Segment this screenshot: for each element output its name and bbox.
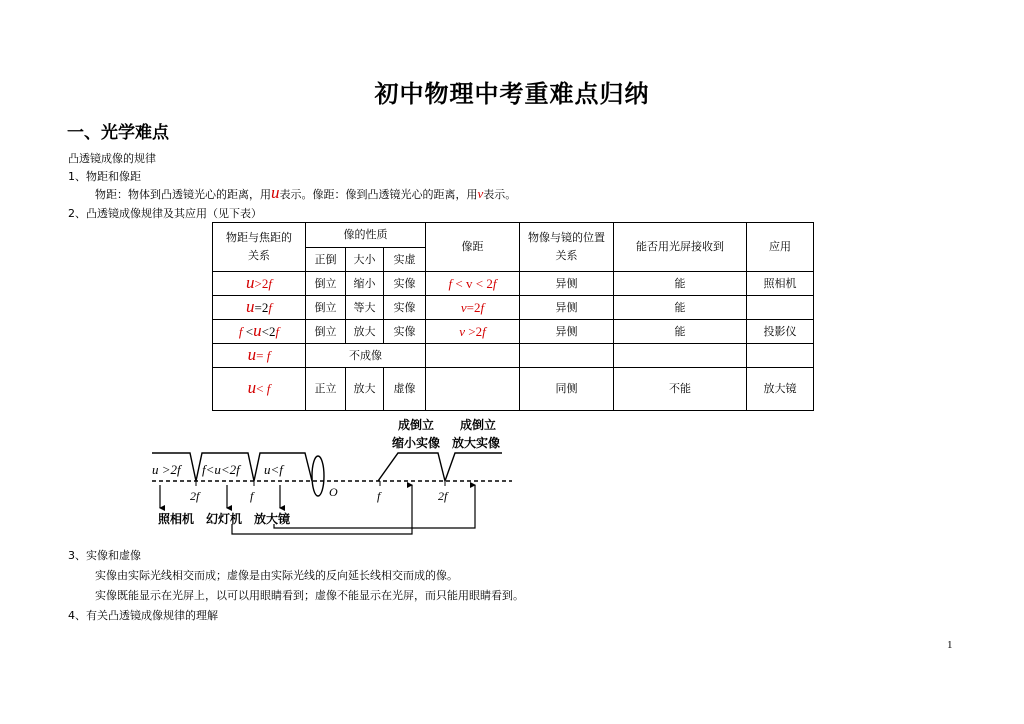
application-cell: 投影仪	[747, 320, 814, 344]
app-label-magnifier: 放大镜	[254, 512, 291, 526]
application-cell: 照相机	[747, 272, 814, 296]
tick-2f-right: 2f	[438, 489, 448, 503]
tick-f-right: f	[377, 489, 381, 503]
image-distance-cell: v >2f	[426, 320, 520, 344]
relation-cell: u=2f	[213, 296, 306, 320]
size-cell: 等大	[346, 296, 384, 320]
image-region-lines	[378, 453, 502, 481]
upright-cell: 倒立	[306, 272, 346, 296]
screen-cell: 能	[614, 320, 747, 344]
header-screen: 能否用光屏接收到	[614, 223, 747, 272]
page-title: 初中物理中考重难点归纳	[374, 80, 650, 108]
nature-cell: 不成像	[306, 344, 426, 368]
relation-cell: u>2f	[213, 272, 306, 296]
image-label-2-line1: 成倒立	[460, 418, 497, 432]
image-distance-cell: v=2f	[426, 296, 520, 320]
header-image-nature: 像的性质	[306, 223, 426, 248]
page-number: 1	[947, 639, 953, 651]
position-cell	[520, 344, 614, 368]
real-cell: 虚像	[384, 368, 426, 411]
header-size: 大小	[346, 248, 384, 272]
item-2-heading: 2、凸透镜成像规律及其应用（见下表）	[68, 207, 262, 220]
real-cell: 实像	[384, 272, 426, 296]
relation-cell: f <u<2f	[213, 320, 306, 344]
zone-label-u-lt-f: u<f	[264, 462, 283, 477]
section-heading-optics: 一、光学难点	[67, 123, 169, 143]
distance-definition	[95, 183, 517, 202]
topic-heading: 凸透镜成像的规律	[68, 152, 156, 165]
def-part1: 物距：物体到凸透镜光心的距离，用	[95, 188, 271, 201]
zone-label-f-u-2f: f<u<2f	[202, 462, 240, 477]
screen-cell: 能	[614, 272, 747, 296]
header-position: 物像与镜的位置关系	[520, 223, 614, 272]
application-cell	[747, 296, 814, 320]
image-label-1-line2: 缩小实像	[392, 436, 441, 450]
application-cell	[747, 344, 814, 368]
tick-f-left: f	[250, 489, 254, 503]
table-row	[213, 368, 814, 411]
screen-cell	[614, 344, 747, 368]
def-symbol-u: u	[271, 183, 280, 202]
lens-imaging-table	[212, 222, 814, 411]
tick-origin: O	[329, 485, 338, 499]
size-cell: 放大	[346, 368, 384, 411]
tick-2f-left: 2f	[190, 489, 200, 503]
app-label-camera: 照相机	[158, 512, 195, 526]
position-cell: 同侧	[520, 368, 614, 411]
image-distance-cell	[426, 344, 520, 368]
size-cell: 放大	[346, 320, 384, 344]
table-row	[213, 296, 814, 320]
position-cell: 异侧	[520, 272, 614, 296]
application-cell: 放大镜	[747, 368, 814, 411]
app-label-projector: 幻灯机	[206, 512, 243, 526]
screen-cell: 能	[614, 296, 747, 320]
position-cell: 异侧	[520, 296, 614, 320]
def-symbol-v: v	[477, 186, 484, 201]
header-relation: 物距与焦距的关系	[213, 223, 306, 272]
header-real-virtual: 实虚	[384, 248, 426, 272]
lens-diagram	[140, 412, 520, 542]
header-upright: 正倒	[306, 248, 346, 272]
image-distance-cell: f < v < 2f	[426, 272, 520, 296]
zone-label-u-gt-2f: u >2f	[152, 462, 181, 477]
upright-cell: 倒立	[306, 296, 346, 320]
item-1-heading: 1、物距和像距	[68, 170, 141, 183]
paragraph-real-virtual-1: 实像由实际光线相交而成；虚像是由实际光线的反向延长线相交而成的像。	[95, 569, 458, 582]
image-distance-cell	[426, 368, 520, 411]
table-row	[213, 272, 814, 296]
screen-cell: 不能	[614, 368, 747, 411]
relation-cell: u= f	[213, 344, 306, 368]
relation-cell: u< f	[213, 368, 306, 411]
table-row	[213, 320, 814, 344]
table-row	[213, 344, 814, 368]
real-cell: 实像	[384, 320, 426, 344]
header-application: 应用	[747, 223, 814, 272]
image-label-1-line1: 成倒立	[398, 418, 435, 432]
real-cell: 实像	[384, 296, 426, 320]
lens-icon	[312, 456, 324, 496]
size-cell: 缩小	[346, 272, 384, 296]
def-part2: 表示。像距：像到凸透镜光心的距离，用	[279, 188, 478, 201]
upright-cell: 倒立	[306, 320, 346, 344]
image-label-2-line2: 放大实像	[452, 436, 501, 450]
upright-cell: 正立	[306, 368, 346, 411]
header-image-distance: 像距	[426, 223, 520, 272]
item-3-heading: 3、实像和虚像	[68, 549, 141, 562]
def-part3: 表示。	[483, 188, 517, 201]
item-4-heading: 4、有关凸透镜成像规律的理解	[68, 609, 218, 622]
paragraph-real-virtual-2: 实像既能显示在光屏上，以可以用眼睛看到；虚像不能显示在光屏，而只能用眼睛看到。	[95, 589, 524, 602]
position-cell: 异侧	[520, 320, 614, 344]
